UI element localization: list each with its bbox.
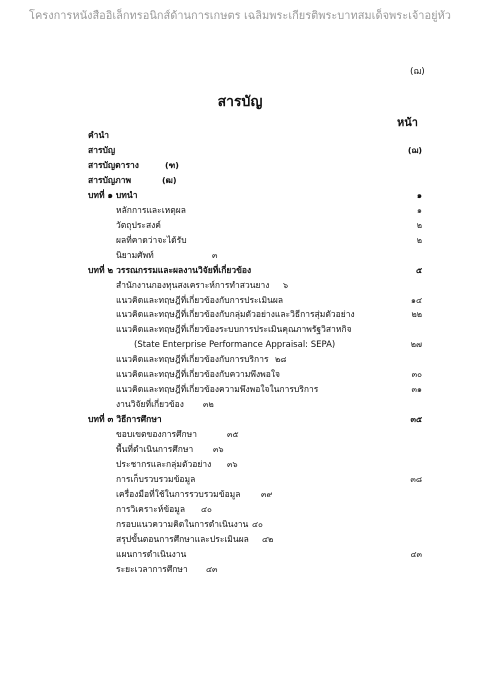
toc-entry-title: สารบัญภาพ [88, 176, 132, 186]
toc-entry-page: ๔๓ [410, 550, 422, 559]
toc-entry [0, 322, 422, 338]
toc-entry-title: สรุปขั้นตอนการศึกษาและประเมินผล [116, 535, 249, 545]
toc-entry [0, 472, 422, 488]
toc-entry [0, 532, 422, 548]
toc-entry-page: ๒๗ [410, 340, 422, 349]
toc-entry-title: บทที่ ๓ วิธีการศึกษา [88, 415, 162, 425]
toc-entry [0, 487, 422, 503]
toc-entry [0, 562, 422, 578]
toc-entry-page: ๓๘ [410, 475, 422, 484]
toc-entry [0, 547, 422, 563]
toc-entry-title: การวิเคราะห์ข้อมูล [116, 505, 186, 515]
toc-entry-title: งานวิจัยที่เกี่ยวข้อง [116, 400, 184, 410]
toc-entry-page: ๕ [415, 266, 422, 275]
toc-entry-page: (ฌ) [407, 146, 422, 155]
toc-entry-page: (ฑ) [165, 161, 179, 170]
toc-entry-page: ๓๙ [261, 490, 273, 499]
toc-entry [0, 457, 422, 473]
toc-entry [0, 397, 422, 413]
toc-entry-page: ๓๕ [227, 430, 239, 439]
toc-entry-page: (ฒ) [162, 176, 177, 185]
toc-entry-page: ๑ [416, 191, 422, 200]
toc-entry [0, 218, 422, 234]
toc-entry-title: ผลที่คาดว่าจะได้รับ [116, 236, 187, 246]
toc-entry [0, 143, 422, 159]
book-project-header: โครงการหนังสืออิเล็กทรอนิกส์ด้านการเกษตร เฉลิมพระเกียรติพระบาทสมเด็จพระเจ้าอยู่หัว [29, 9, 451, 22]
toc-entry-page: ๑ [416, 206, 422, 215]
page-number: (ฌ) [410, 67, 425, 77]
toc-entry-title: ขอบเขตของการศึกษา [116, 430, 198, 440]
toc-entry [0, 188, 422, 204]
toc-entry-title: หลักการและเหตุผล [116, 206, 186, 216]
toc-entry [0, 128, 422, 144]
toc-entry-title: แนวคิดและทฤษฎีที่เกี่ยวข้องกับกลุ่มตัวอย่างและวิธีการสุ่มตัวอย่าง [116, 310, 355, 320]
toc-entry-title: เครื่องมือที่ใช้ในการรวบรวมข้อมูล [116, 490, 241, 500]
toc-entry [0, 442, 422, 458]
toc-entry-page: ๑๔ [410, 296, 422, 305]
toc-entry-page: ๒ [416, 236, 422, 245]
toc-entry-title: สารบัญตาราง [88, 161, 139, 171]
toc-entry-page: ๓๖ [213, 445, 224, 454]
toc-entry-title: (State Enterprise Performance Appraisal: SEPA) [134, 340, 336, 350]
toc-entry-title: ประชากรและกลุ่มตัวอย่าง [116, 460, 212, 470]
toc-entry [0, 173, 422, 189]
toc-entry-title: แนวคิดและทฤษฎีที่เกี่ยวข้องระบบการประเมินคุณภาพรัฐวิสาหกิจ [116, 325, 352, 335]
toc-entry [0, 307, 422, 323]
toc-entry-title: นิยามศัพท์ [116, 251, 154, 261]
toc-entry [0, 427, 422, 443]
toc-entry [0, 203, 422, 219]
toc-entry-page: ๓๕ [410, 415, 422, 424]
toc-entry-title: แนวคิดและทฤษฎีที่เกี่ยวข้องกับความพึงพอใจ [116, 370, 281, 380]
toc-entry [0, 248, 422, 264]
toc-entry-title: แนวคิดและทฤษฎีที่เกี่ยวข้องความพึงพอใจในการบริการ [116, 385, 319, 395]
toc-entry [0, 263, 422, 279]
toc-entry-title: วัตถุประสงค์ [116, 221, 161, 231]
toc-entry-page: ๓๑ [411, 385, 422, 394]
toc-entry-page: ๓๒ [203, 400, 214, 409]
toc-entry [0, 233, 422, 249]
toc-entry-title: แนวคิดและทฤษฎีที่เกี่ยวข้องกับการบริการ [116, 355, 269, 365]
toc-entry-title: พื้นที่ดำเนินการศึกษา [116, 445, 194, 455]
toc-entry-title: บทที่ ๑ บทนำ [88, 191, 138, 201]
toc-entry-title: สารบัญ [88, 146, 116, 156]
toc-entry-page: ๒๘ [275, 355, 287, 364]
toc-entry-title: ระยะเวลาการศึกษา [116, 565, 188, 575]
toc-entry-page: ๔๓ [206, 565, 218, 574]
toc-entry-title: คำนำ [88, 131, 110, 141]
toc-entry-title: บทที่ ๒ วรรณกรรมและผลงานวิจัยที่เกี่ยวข้อง [88, 266, 252, 276]
toc-entry [0, 278, 422, 294]
toc-entry [0, 337, 422, 353]
toc-entry-page: ๖ [283, 281, 289, 290]
toc-entry-page: ๓๐ [411, 370, 422, 379]
page-title: สารบัญ [217, 94, 263, 110]
toc-entry-page: ๓๖ [227, 460, 238, 469]
toc-entry-page: ๔๐ [201, 505, 212, 514]
toc-entry [0, 412, 422, 428]
toc-entry [0, 352, 422, 368]
toc-entry-title: สำนักงานกองทุนสงเคราะห์การทำสวนยาง [116, 281, 270, 291]
toc-entry-page: ๒๒ [411, 310, 422, 319]
toc-entry [0, 502, 422, 518]
toc-entry-title: การเก็บรวบรวมข้อมูล [116, 475, 196, 485]
toc-entry-title: แผนการดำเนินงาน [116, 550, 187, 560]
toc-entry-page: ๓ [212, 251, 218, 260]
toc-entry-title: แนวคิดและทฤษฎีที่เกี่ยวข้องกับการประเมินผล [116, 296, 284, 306]
toc-entry [0, 158, 422, 174]
toc-entry-page: ๔๐ [252, 520, 263, 529]
toc-entry [0, 367, 422, 383]
toc-entry [0, 517, 422, 533]
page-column-label: หน้า [397, 116, 418, 129]
toc-entry-page: ๒ [416, 221, 422, 230]
toc-entry [0, 382, 422, 398]
toc-entry-page: ๔๒ [262, 535, 274, 544]
toc-entry-title: กรอบแนวความคิดในการดำเนินงาน [116, 520, 249, 530]
